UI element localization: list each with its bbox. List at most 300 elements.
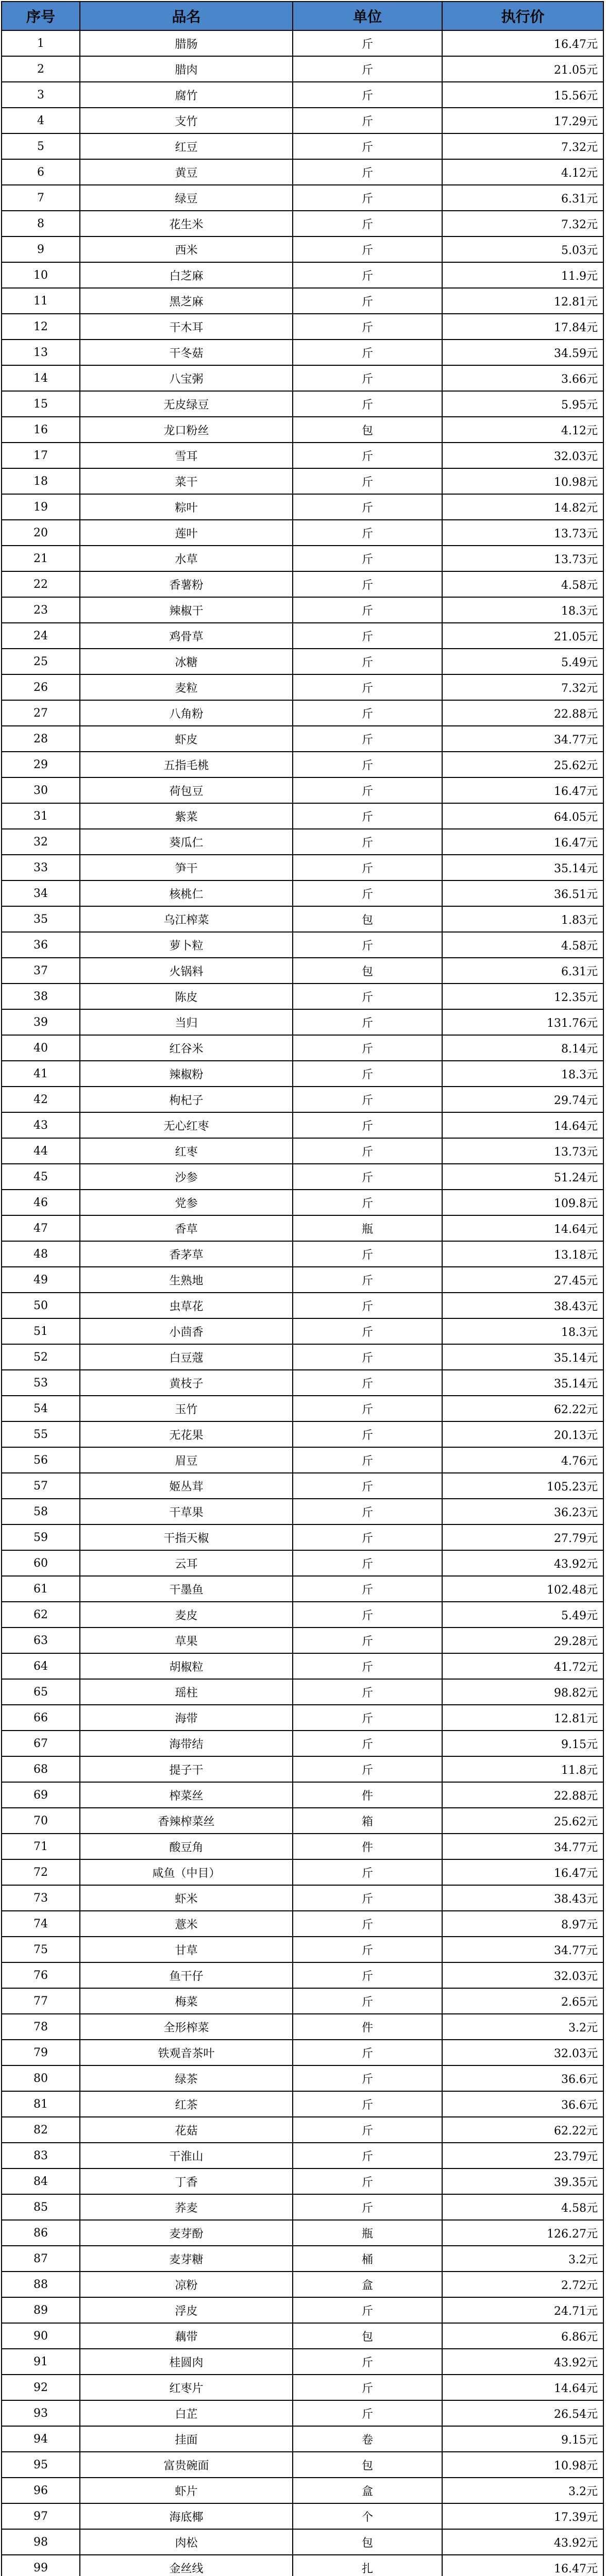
- item-price: 17.84元: [442, 314, 603, 340]
- item-name: 黑芝麻: [80, 288, 293, 314]
- item-price: 35.14元: [442, 855, 603, 880]
- item-name: 香草: [80, 1215, 293, 1241]
- table-row: [2, 1396, 603, 1421]
- item-unit: 斤: [293, 1396, 442, 1421]
- table-row: [2, 1602, 603, 1628]
- item-price: 22.88元: [442, 1782, 603, 1808]
- item-price: 10.98元: [442, 468, 603, 494]
- item-unit: 斤: [293, 1911, 442, 1937]
- item-unit: 斤: [293, 56, 442, 82]
- row-index: 71: [2, 1834, 80, 1859]
- table-row: [2, 906, 603, 932]
- item-name: 腊肠: [80, 30, 293, 56]
- row-index: 17: [2, 443, 80, 468]
- table-row: [2, 2168, 603, 2194]
- row-index: 80: [2, 2065, 80, 2091]
- table-body: [2, 30, 603, 2576]
- table-row: [2, 932, 603, 958]
- table-row: [2, 2349, 603, 2375]
- item-unit: 斤: [293, 1653, 442, 1679]
- item-name: 香辣榨菜丝: [80, 1808, 293, 1834]
- table-row: [2, 159, 603, 185]
- item-name: 干木耳: [80, 314, 293, 340]
- item-unit: 斤: [293, 1035, 442, 1061]
- table-row: [2, 2400, 603, 2426]
- item-price: 62.22元: [442, 2117, 603, 2143]
- item-unit: 斤: [293, 1473, 442, 1499]
- row-index: 47: [2, 1215, 80, 1241]
- row-index: 22: [2, 571, 80, 597]
- row-index: 40: [2, 1035, 80, 1061]
- item-unit: 斤: [293, 571, 442, 597]
- table-row: [2, 1679, 603, 1705]
- item-price: 6.31元: [442, 958, 603, 984]
- item-unit: 斤: [293, 1164, 442, 1190]
- item-name: 五指毛桃: [80, 752, 293, 777]
- table-row: [2, 597, 603, 623]
- item-price: 23.79元: [442, 2143, 603, 2168]
- row-index: 2: [2, 56, 80, 82]
- table-row: [2, 2503, 603, 2529]
- item-unit: 斤: [293, 520, 442, 546]
- row-index: 44: [2, 1138, 80, 1164]
- row-index: 16: [2, 417, 80, 443]
- item-name: 酸豆角: [80, 1834, 293, 1859]
- table-row: [2, 958, 603, 984]
- item-name: 腊肉: [80, 56, 293, 82]
- table-row: [2, 1421, 603, 1447]
- item-price: 20.13元: [442, 1421, 603, 1447]
- item-price: 2.72元: [442, 2272, 603, 2297]
- item-price: 16.47元: [442, 1859, 603, 1885]
- item-unit: 斤: [293, 777, 442, 803]
- item-price: 25.62元: [442, 752, 603, 777]
- item-price: 12.81元: [442, 288, 603, 314]
- row-index: 94: [2, 2426, 80, 2452]
- row-index: 13: [2, 340, 80, 365]
- item-unit: 包: [293, 2452, 442, 2478]
- table-row: [2, 1988, 603, 2014]
- item-unit: 包: [293, 906, 442, 932]
- item-unit: 斤: [293, 1241, 442, 1267]
- item-price: 27.79元: [442, 1524, 603, 1550]
- item-unit: 斤: [293, 674, 442, 700]
- row-index: 98: [2, 2529, 80, 2555]
- row-index: 23: [2, 597, 80, 623]
- table-row: [2, 2478, 603, 2503]
- row-index: 93: [2, 2400, 80, 2426]
- row-index: 57: [2, 1473, 80, 1499]
- header-row: [2, 2, 603, 30]
- table-row: [2, 777, 603, 803]
- item-name: 海带结: [80, 1731, 293, 1756]
- item-unit: 斤: [293, 2040, 442, 2065]
- table-row: [2, 365, 603, 391]
- item-unit: 斤: [293, 2349, 442, 2375]
- item-price: 9.15元: [442, 2426, 603, 2452]
- item-name: 鸡骨草: [80, 623, 293, 649]
- table-row: [2, 443, 603, 468]
- row-index: 74: [2, 1911, 80, 1937]
- item-unit: 斤: [293, 752, 442, 777]
- item-name: 提子干: [80, 1756, 293, 1782]
- item-name: 玉竹: [80, 1396, 293, 1421]
- row-index: 18: [2, 468, 80, 494]
- item-price: 29.28元: [442, 1628, 603, 1653]
- item-price: 16.47元: [442, 829, 603, 855]
- item-price: 14.82元: [442, 494, 603, 520]
- row-index: 32: [2, 829, 80, 855]
- item-unit: 斤: [293, 726, 442, 752]
- row-index: 77: [2, 1988, 80, 2014]
- item-name: 鱼干仔: [80, 1962, 293, 1988]
- header-index: 序号: [2, 2, 80, 30]
- table-row: [2, 2143, 603, 2168]
- item-price: 3.2元: [442, 2246, 603, 2272]
- item-price: 25.62元: [442, 1808, 603, 1834]
- item-unit: 斤: [293, 391, 442, 417]
- item-price: 105.23元: [442, 1473, 603, 1499]
- item-name: 八宝粥: [80, 365, 293, 391]
- item-unit: 斤: [293, 803, 442, 829]
- item-unit: 斤: [293, 1859, 442, 1885]
- item-name: 八角粉: [80, 700, 293, 726]
- item-unit: 斤: [293, 1267, 442, 1293]
- table-row: [2, 1834, 603, 1859]
- item-price: 13.18元: [442, 1241, 603, 1267]
- item-name: 雪耳: [80, 443, 293, 468]
- row-index: 84: [2, 2168, 80, 2194]
- item-name: 火锅料: [80, 958, 293, 984]
- row-index: 70: [2, 1808, 80, 1834]
- table-row: [2, 2040, 603, 2065]
- table-row: [2, 1344, 603, 1370]
- item-name: 香薯粉: [80, 571, 293, 597]
- item-name: 花菇: [80, 2117, 293, 2143]
- item-price: 5.49元: [442, 649, 603, 674]
- item-unit: 斤: [293, 1937, 442, 1962]
- item-name: 荞麦: [80, 2194, 293, 2220]
- item-unit: 斤: [293, 1447, 442, 1473]
- item-price: 15.56元: [442, 82, 603, 108]
- item-unit: 斤: [293, 2065, 442, 2091]
- item-name: 白芝麻: [80, 262, 293, 288]
- table-row: [2, 1190, 603, 1215]
- item-name: 莲叶: [80, 520, 293, 546]
- row-index: 26: [2, 674, 80, 700]
- row-index: 21: [2, 546, 80, 571]
- item-unit: 斤: [293, 1318, 442, 1344]
- item-name: 云耳: [80, 1550, 293, 1576]
- item-unit: 斤: [293, 1576, 442, 1602]
- item-unit: 斤: [293, 159, 442, 185]
- item-name: 辣椒粉: [80, 1061, 293, 1087]
- table-row: [2, 546, 603, 571]
- item-unit: 个: [293, 2503, 442, 2529]
- item-unit: 包: [293, 417, 442, 443]
- item-name: 黄豆: [80, 159, 293, 185]
- table-row: [2, 2065, 603, 2091]
- item-price: 7.32元: [442, 211, 603, 236]
- row-index: 38: [2, 984, 80, 1009]
- item-name: 梅菜: [80, 1988, 293, 2014]
- price-sheet: [1, 1, 603, 2576]
- row-index: 46: [2, 1190, 80, 1215]
- item-unit: 斤: [293, 2091, 442, 2117]
- row-index: 56: [2, 1447, 80, 1473]
- item-name: 生熟地: [80, 1267, 293, 1293]
- item-unit: 斤: [293, 984, 442, 1009]
- item-price: 36.6元: [442, 2091, 603, 2117]
- item-name: 腐竹: [80, 82, 293, 108]
- item-price: 17.39元: [442, 2503, 603, 2529]
- item-unit: 斤: [293, 1550, 442, 1576]
- table-row: [2, 1962, 603, 1988]
- item-price: 12.81元: [442, 1705, 603, 1731]
- item-unit: 斤: [293, 468, 442, 494]
- item-price: 13.73元: [442, 520, 603, 546]
- row-index: 28: [2, 726, 80, 752]
- item-name: 草果: [80, 1628, 293, 1653]
- row-index: 89: [2, 2297, 80, 2323]
- item-price: 13.73元: [442, 546, 603, 571]
- item-name: 乌江榨菜: [80, 906, 293, 932]
- item-price: 18.3元: [442, 1318, 603, 1344]
- row-index: 3: [2, 82, 80, 108]
- price-table: [1, 1, 604, 2576]
- item-name: 红谷米: [80, 1035, 293, 1061]
- item-unit: 斤: [293, 365, 442, 391]
- item-price: 35.14元: [442, 1344, 603, 1370]
- table-row: [2, 1859, 603, 1885]
- item-name: 冰糖: [80, 649, 293, 674]
- row-index: 64: [2, 1653, 80, 1679]
- item-name: 浮皮: [80, 2297, 293, 2323]
- item-price: 24.71元: [442, 2297, 603, 2323]
- item-unit: 斤: [293, 880, 442, 906]
- item-price: 21.05元: [442, 56, 603, 82]
- row-index: 9: [2, 236, 80, 262]
- row-index: 62: [2, 1602, 80, 1628]
- item-unit: 斤: [293, 1499, 442, 1524]
- item-unit: 斤: [293, 2297, 442, 2323]
- table-row: [2, 2117, 603, 2143]
- item-unit: 斤: [293, 443, 442, 468]
- item-unit: 斤: [293, 2117, 442, 2143]
- row-index: 86: [2, 2220, 80, 2246]
- item-name: 咸鱼（中目）: [80, 1859, 293, 1885]
- table-row: [2, 2246, 603, 2272]
- item-price: 64.05元: [442, 803, 603, 829]
- table-row: [2, 494, 603, 520]
- table-row: [2, 236, 603, 262]
- item-unit: 斤: [293, 1293, 442, 1318]
- item-price: 10.98元: [442, 2452, 603, 2478]
- item-unit: 件: [293, 2014, 442, 2040]
- item-unit: 斤: [293, 1344, 442, 1370]
- item-unit: 斤: [293, 932, 442, 958]
- item-name: 粽叶: [80, 494, 293, 520]
- item-name: 虫草花: [80, 1293, 293, 1318]
- table-row: [2, 56, 603, 82]
- table-row: [2, 1138, 603, 1164]
- table-row: [2, 1215, 603, 1241]
- item-unit: 斤: [293, 2194, 442, 2220]
- row-index: 61: [2, 1576, 80, 1602]
- row-index: 92: [2, 2375, 80, 2400]
- row-index: 5: [2, 133, 80, 159]
- table-row: [2, 2426, 603, 2452]
- item-unit: 瓶: [293, 2220, 442, 2246]
- row-index: 54: [2, 1396, 80, 1421]
- item-price: 9.15元: [442, 1731, 603, 1756]
- item-price: 34.59元: [442, 340, 603, 365]
- item-price: 38.43元: [442, 1885, 603, 1911]
- table-row: [2, 391, 603, 417]
- row-index: 66: [2, 1705, 80, 1731]
- row-index: 99: [2, 2555, 80, 2576]
- item-name: 枸杞子: [80, 1087, 293, 1112]
- item-price: 7.32元: [442, 133, 603, 159]
- table-row: [2, 1731, 603, 1756]
- item-name: 红枣: [80, 1138, 293, 1164]
- table-row: [2, 185, 603, 211]
- table-row: [2, 2014, 603, 2040]
- item-name: 干墨鱼: [80, 1576, 293, 1602]
- item-unit: 斤: [293, 1524, 442, 1550]
- table-row: [2, 108, 603, 133]
- table-row: [2, 262, 603, 288]
- item-name: 干草果: [80, 1499, 293, 1524]
- table-row: [2, 133, 603, 159]
- table-row: [2, 417, 603, 443]
- item-price: 22.88元: [442, 700, 603, 726]
- item-price: 43.92元: [442, 1550, 603, 1576]
- item-name: 红茶: [80, 2091, 293, 2117]
- row-index: 68: [2, 1756, 80, 1782]
- table-row: [2, 1628, 603, 1653]
- header-name: 品名: [80, 2, 293, 30]
- item-price: 39.35元: [442, 2168, 603, 2194]
- table-row: [2, 2091, 603, 2117]
- item-unit: 斤: [293, 1885, 442, 1911]
- table-row: [2, 1370, 603, 1396]
- row-index: 97: [2, 2503, 80, 2529]
- item-unit: 斤: [293, 1962, 442, 1988]
- item-unit: 斤: [293, 700, 442, 726]
- item-name: 当归: [80, 1009, 293, 1035]
- item-name: 白芷: [80, 2400, 293, 2426]
- item-unit: 斤: [293, 262, 442, 288]
- item-price: 12.35元: [442, 984, 603, 1009]
- header-price: 执行价: [442, 2, 603, 30]
- row-index: 49: [2, 1267, 80, 1293]
- item-price: 8.97元: [442, 1911, 603, 1937]
- row-index: 51: [2, 1318, 80, 1344]
- item-unit: 斤: [293, 288, 442, 314]
- item-name: 花生米: [80, 211, 293, 236]
- item-unit: 扎: [293, 2555, 442, 2576]
- item-unit: 斤: [293, 1190, 442, 1215]
- row-index: 45: [2, 1164, 80, 1190]
- row-index: 60: [2, 1550, 80, 1576]
- item-name: 核桃仁: [80, 880, 293, 906]
- item-price: 51.24元: [442, 1164, 603, 1190]
- item-unit: 斤: [293, 623, 442, 649]
- table-row: [2, 649, 603, 674]
- row-index: 91: [2, 2349, 80, 2375]
- item-name: 挂面: [80, 2426, 293, 2452]
- item-name: 凉粉: [80, 2272, 293, 2297]
- item-unit: 斤: [293, 1087, 442, 1112]
- item-name: 金丝线: [80, 2555, 293, 2576]
- table-row: [2, 340, 603, 365]
- item-name: 胡椒粒: [80, 1653, 293, 1679]
- item-price: 1.83元: [442, 906, 603, 932]
- table-row: [2, 726, 603, 752]
- item-name: 姬丛茸: [80, 1473, 293, 1499]
- row-index: 7: [2, 185, 80, 211]
- table-row: [2, 468, 603, 494]
- item-unit: 斤: [293, 1138, 442, 1164]
- table-row: [2, 2529, 603, 2555]
- item-unit: 斤: [293, 340, 442, 365]
- item-unit: 斤: [293, 1705, 442, 1731]
- item-unit: 桶: [293, 2246, 442, 2272]
- item-unit: 斤: [293, 314, 442, 340]
- item-price: 6.31元: [442, 185, 603, 211]
- table-row: [2, 520, 603, 546]
- row-index: 59: [2, 1524, 80, 1550]
- item-unit: 斤: [293, 236, 442, 262]
- item-price: 18.3元: [442, 1061, 603, 1087]
- item-price: 102.48元: [442, 1576, 603, 1602]
- item-price: 4.58元: [442, 2194, 603, 2220]
- item-unit: 斤: [293, 1988, 442, 2014]
- item-unit: 卷: [293, 2426, 442, 2452]
- item-price: 29.74元: [442, 1087, 603, 1112]
- item-unit: 斤: [293, 1731, 442, 1756]
- table-row: [2, 752, 603, 777]
- table-row: [2, 1164, 603, 1190]
- item-name: 笋干: [80, 855, 293, 880]
- row-index: 87: [2, 2246, 80, 2272]
- row-index: 78: [2, 2014, 80, 2040]
- row-index: 20: [2, 520, 80, 546]
- item-name: 香茅草: [80, 1241, 293, 1267]
- table-row: [2, 2452, 603, 2478]
- table-row: [2, 1911, 603, 1937]
- row-index: 83: [2, 2143, 80, 2168]
- item-unit: 斤: [293, 829, 442, 855]
- item-unit: 箱: [293, 1808, 442, 1834]
- table-row: [2, 700, 603, 726]
- item-unit: 斤: [293, 1112, 442, 1138]
- item-name: 肉松: [80, 2529, 293, 2555]
- row-index: 85: [2, 2194, 80, 2220]
- row-index: 52: [2, 1344, 80, 1370]
- item-price: 3.66元: [442, 365, 603, 391]
- item-price: 4.12元: [442, 159, 603, 185]
- item-price: 8.14元: [442, 1035, 603, 1061]
- row-index: 95: [2, 2452, 80, 2478]
- row-index: 8: [2, 211, 80, 236]
- item-price: 21.05元: [442, 623, 603, 649]
- item-name: 眉豆: [80, 1447, 293, 1473]
- item-price: 34.77元: [442, 1834, 603, 1859]
- item-unit: 斤: [293, 2400, 442, 2426]
- table-row: [2, 2375, 603, 2400]
